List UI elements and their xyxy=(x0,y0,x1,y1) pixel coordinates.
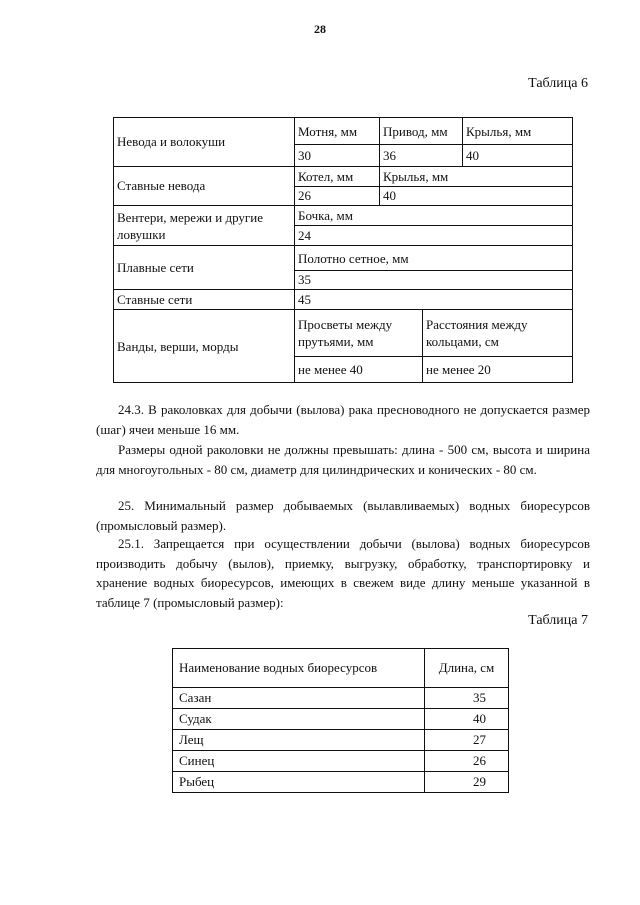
header-cell: Крылья, мм xyxy=(463,118,573,145)
table6 xyxy=(113,117,573,383)
value-cell: не менее 40 xyxy=(295,356,423,382)
species-length: 29 xyxy=(425,772,509,793)
value-cell: 40 xyxy=(380,186,573,205)
paragraph-24-3-dimensions: Размеры одной раколовки не должны превышать: длина - 500 см, высота и ширина для многоугольных - 80 см, диаметр для цилиндрических и конических - 80 см. xyxy=(96,442,590,477)
table7-caption: Таблица 7 xyxy=(528,613,588,628)
table7-header-row xyxy=(173,649,509,688)
table6-row-venteri-header xyxy=(114,205,573,225)
header-cell: Привод, мм xyxy=(380,118,463,145)
header-cell: Бочка, мм xyxy=(295,205,573,225)
value-cell: 35 xyxy=(295,270,573,289)
category-cell: Ванды, верши, морды xyxy=(114,310,295,383)
value-cell: 30 xyxy=(295,145,380,166)
value-cell: 36 xyxy=(380,145,463,166)
header-cell: Крылья, мм xyxy=(380,166,573,186)
header-cell: Мотня, мм xyxy=(295,118,380,145)
header-cell: Просветы между прутьями, мм xyxy=(295,310,423,357)
category-cell: Плавные сети xyxy=(114,246,295,289)
species-length: 26 xyxy=(425,751,509,772)
table6-row-vandy-header xyxy=(114,310,573,357)
species-name: Сазан xyxy=(173,688,425,709)
table6-row-nevoda-header xyxy=(114,118,573,145)
table6-row-plavnye-header xyxy=(114,246,573,270)
paragraph-25: 25. Минимальный размер добываемых (вылавливаемых) водных биоресурсов (промысловый размер). xyxy=(96,498,590,533)
species-length: 27 xyxy=(425,730,509,751)
species-length: 40 xyxy=(425,709,509,730)
paragraph-24-3: 24.3. В раколовках для добычи (вылова) рака пресноводного не допускается размер (шаг) ячеи меньше 16 мм. xyxy=(96,402,590,437)
species-name: Лещ xyxy=(173,730,425,751)
category-cell: Ставные сети xyxy=(114,289,295,309)
header-cell: Полотно сетное, мм xyxy=(295,246,573,270)
category-cell: Ставные невода xyxy=(114,166,295,205)
category-cell: Невода и волокуши xyxy=(114,118,295,167)
table6-caption: Таблица 6 xyxy=(528,76,588,91)
header-cell: Котел, мм xyxy=(295,166,380,186)
species-name: Рыбец xyxy=(173,772,425,793)
table-row xyxy=(173,709,509,730)
table6-row-stavnye-nevoda-header xyxy=(114,166,573,186)
value-cell: не менее 20 xyxy=(423,356,573,382)
value-cell: 45 xyxy=(295,289,573,309)
header-cell-name: Наименование водных биоресурсов xyxy=(173,649,425,688)
category-cell: Вентери, мережи и другие ловушки xyxy=(114,205,295,245)
table-row xyxy=(173,772,509,793)
table6-row-stavnye-seti xyxy=(114,289,573,309)
value-cell: 26 xyxy=(295,186,380,205)
species-length: 35 xyxy=(425,688,509,709)
value-cell: 40 xyxy=(463,145,573,166)
species-name: Синец xyxy=(173,751,425,772)
species-name: Судак xyxy=(173,709,425,730)
page-number: 28 xyxy=(314,22,326,36)
value-cell: 24 xyxy=(295,226,573,246)
table-row xyxy=(173,751,509,772)
table-row xyxy=(173,730,509,751)
paragraph-25-1: 25.1. Запрещается при осуществлении добычи (вылова) водных биоресурсов производить добычу (вылов), приемку, выгрузку, обработку, транспортировку и хранение водных биоресурсов, имеющих в свежем виде длину меньше указанной в таблице 7 (промысловый размер): xyxy=(96,536,590,610)
table7 xyxy=(172,648,509,793)
header-cell: Расстояния между кольцами, см xyxy=(423,310,573,357)
table-row xyxy=(173,688,509,709)
header-cell-length: Длина, см xyxy=(425,649,509,688)
